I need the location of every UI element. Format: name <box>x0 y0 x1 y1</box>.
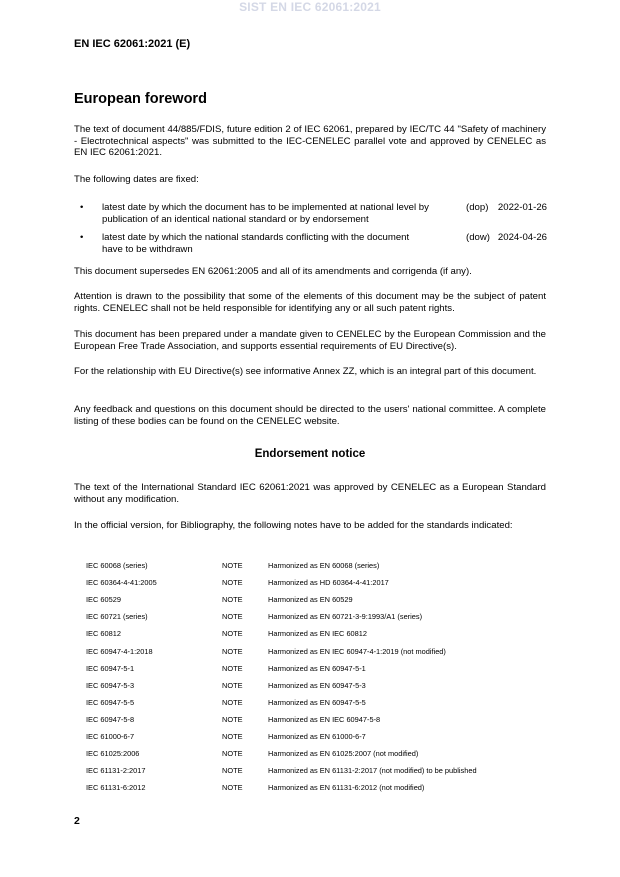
note-cell: NOTE <box>222 629 243 639</box>
mandate-paragraph: This document has been prepared under a mandate given to CENELEC by the European Commission and the European Free Trade Association, and supports essential requirements of EU Directive(s). <box>74 329 546 352</box>
table-row <box>86 745 477 762</box>
standard-cell: IEC 60721 (series) <box>86 612 148 622</box>
date-item-text: latest date by which the document has to be implemented at national level by publication of an identical national standard or by endorsement <box>102 202 429 225</box>
standard-cell: IEC 60529 <box>86 595 121 605</box>
harmonized-cell: Harmonized as EN 61000-6-7 <box>268 731 366 741</box>
note-cell: NOTE <box>222 714 243 724</box>
standard-cell: IEC 60947-5-8 <box>86 714 135 724</box>
table-row <box>86 574 477 591</box>
date-item-code: (dop) <box>466 202 489 213</box>
standard-cell: IEC 61131-6:2012 <box>86 783 146 793</box>
note-cell: NOTE <box>222 561 243 571</box>
standard-cell: IEC 61025:2006 <box>86 749 140 759</box>
standard-cell: IEC 60812 <box>86 629 121 639</box>
harmonized-cell: Harmonized as EN IEC 60947-4-1:2019 (not modified) <box>268 646 446 656</box>
table-row <box>86 591 477 608</box>
bullet: • <box>80 202 84 213</box>
note-cell: NOTE <box>222 646 243 656</box>
note-cell: NOTE <box>222 766 243 776</box>
table-row <box>86 608 477 625</box>
note-cell: NOTE <box>222 595 243 605</box>
standard-cell: IEC 60068 (series) <box>86 561 148 571</box>
table-row <box>86 642 477 659</box>
table-row <box>86 728 477 745</box>
note-cell: NOTE <box>222 783 243 793</box>
table-row <box>86 660 477 677</box>
bullet: • <box>80 232 84 243</box>
relationship-paragraph: For the relationship with EU Directive(s) see informative Annex ZZ, which is an integral part of this document. <box>74 366 537 377</box>
foreword-title: European foreword <box>74 91 207 107</box>
harmonization-table <box>86 557 477 796</box>
note-cell: NOTE <box>222 612 243 622</box>
note-cell: NOTE <box>222 697 243 707</box>
standard-cell: IEC 60364-4-41:2005 <box>86 578 157 588</box>
standard-cell: IEC 60947-5-5 <box>86 697 135 707</box>
note-cell: NOTE <box>222 731 243 741</box>
table-row <box>86 557 477 574</box>
harmonized-cell: Harmonized as HD 60364-4-41:2017 <box>268 578 389 588</box>
standard-cell: IEC 60947-5-1 <box>86 663 135 673</box>
date-item-date: 2022-01-26 <box>497 202 547 213</box>
harmonized-cell: Harmonized as EN 61131-2:2017 (not modified) to be published <box>268 766 477 776</box>
feedback-paragraph: Any feedback and questions on this document should be directed to the users' national committee. A complete listing of these bodies can be found on the CENELEC website. <box>74 404 546 427</box>
harmonized-cell: Harmonized as EN 60068 (series) <box>268 561 380 571</box>
table-row <box>86 677 477 694</box>
endorsement-text: The text of the International Standard IEC 62061:2021 was approved by CENELEC as a European Standard without any modification. <box>74 482 546 505</box>
supersedes-paragraph: This document supersedes EN 62061:2005 and all of its amendments and corrigenda (if any). <box>74 266 472 277</box>
attention-paragraph: Attention is drawn to the possibility that some of the elements of this document may be the subject of patent rights. CENELEC shall not be held responsible for identifying any or all such patent rights. <box>74 291 546 314</box>
harmonized-cell: Harmonized as EN 60947-5-5 <box>268 697 366 707</box>
note-cell: NOTE <box>222 578 243 588</box>
foreword-intro: The text of document 44/885/FDIS, future edition 2 of IEC 62061, prepared by IEC/TC 44 "Safety of machinery - Electrotechnical aspects" was submitted to the IEC-CENELEC parallel vote and approved by CENELEC as EN IEC 62061:2021. <box>74 124 546 158</box>
bibliography-intro: In the official version, for Bibliography, the following notes have to be added for the standards indicated: <box>74 520 513 531</box>
note-cell: NOTE <box>222 680 243 690</box>
harmonized-cell: Harmonized as EN 60947-5-3 <box>268 680 366 690</box>
document-id: EN IEC 62061:2021 (E) <box>74 38 191 50</box>
note-cell: NOTE <box>222 663 243 673</box>
table-row <box>86 762 477 779</box>
endorsement-title: Endorsement notice <box>254 448 366 460</box>
watermark: SIST EN IEC 62061:2021 <box>239 0 381 14</box>
table-row <box>86 711 477 728</box>
standard-cell: IEC 60947-5-3 <box>86 680 135 690</box>
harmonized-cell: Harmonized as EN 60721-3-9:1993/A1 (series) <box>268 612 423 622</box>
harmonized-cell: Harmonized as EN 61025:2007 (not modified) <box>268 749 419 759</box>
harmonized-cell: Harmonized as EN IEC 60812 <box>268 629 368 639</box>
harmonized-cell: Harmonized as EN 61131-6:2012 (not modified) <box>268 783 425 793</box>
date-item-date: 2024-04-26 <box>497 232 547 243</box>
table-row <box>86 779 477 796</box>
table-row <box>86 625 477 642</box>
note-cell: NOTE <box>222 749 243 759</box>
page-number: 2 <box>74 815 80 827</box>
harmonized-cell: Harmonized as EN 60947-5-1 <box>268 663 366 673</box>
dates-intro: The following dates are fixed: <box>74 174 199 185</box>
harmonized-cell: Harmonized as EN IEC 60947-5-8 <box>268 714 381 724</box>
standard-cell: IEC 61131-2:2017 <box>86 766 146 776</box>
date-item-code: (dow) <box>466 232 490 243</box>
standard-cell: IEC 60947-4-1:2018 <box>86 646 153 656</box>
standard-cell: IEC 61000-6-7 <box>86 731 135 741</box>
harmonized-cell: Harmonized as EN 60529 <box>268 595 353 605</box>
table-row <box>86 694 477 711</box>
date-item-text: latest date by which the national standards conflicting with the document have to be withdrawn <box>102 232 410 255</box>
